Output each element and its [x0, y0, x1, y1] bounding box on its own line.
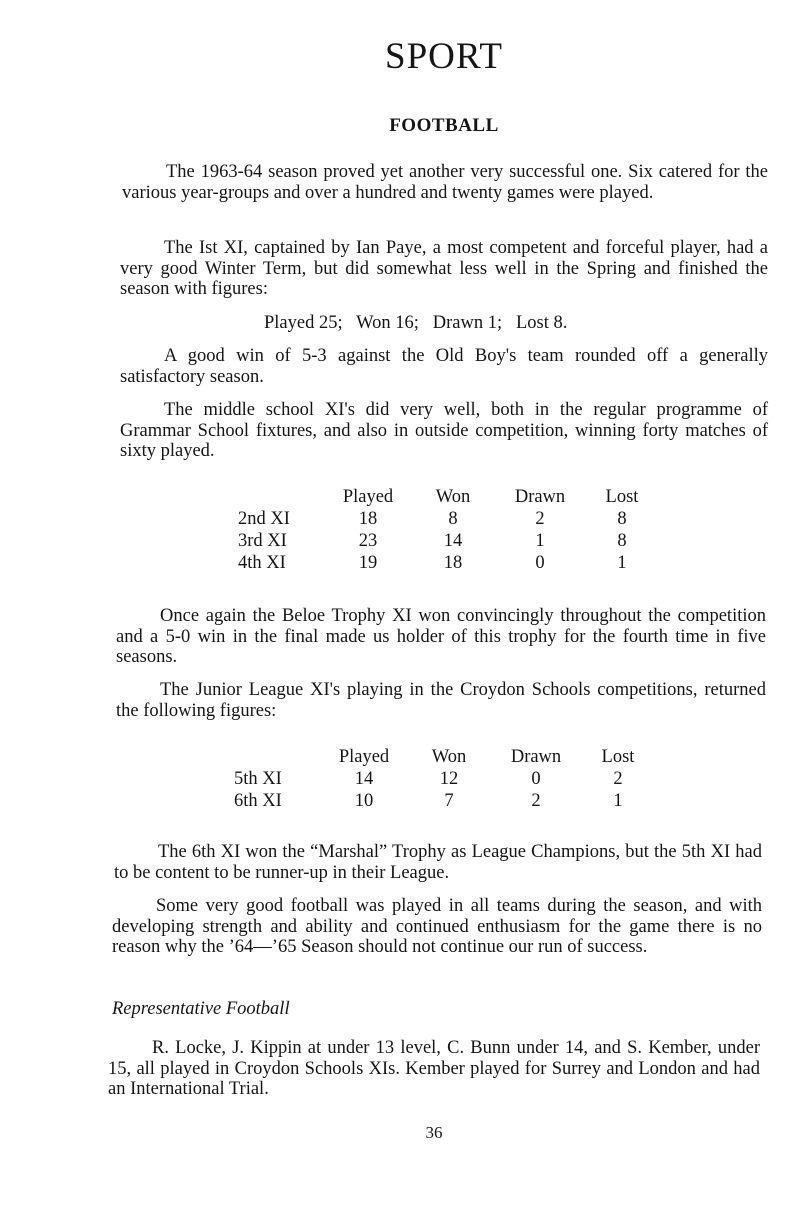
header-won: Won: [431, 747, 467, 767]
cell-lost: 1: [613, 791, 623, 811]
paragraph-old-boys: A good win of 5-3 against the Old Boy's team rounded off a generally satisfactory season.: [120, 346, 768, 387]
cell-drawn: 1: [535, 531, 545, 551]
header-spacer: [234, 746, 320, 768]
table-row: [238, 552, 658, 574]
row-team: 4th XI: [238, 553, 286, 573]
header-played: Played: [338, 747, 390, 767]
row-team: 5th XI: [234, 769, 282, 789]
header-drawn: Drawn: [514, 487, 566, 507]
cell-won: 8: [448, 509, 458, 529]
cell-won: 7: [444, 791, 454, 811]
cell-played: 14: [354, 769, 374, 789]
paragraph-middle-school: The middle school XI's did very well, both in the regular programme of Grammar School fixtures, and also in outside competition, winning forty matches of sixty played.: [120, 400, 768, 461]
middle-school-results-table: [238, 486, 658, 574]
cell-played: 23: [358, 531, 378, 551]
row-team: 6th XI: [234, 791, 282, 811]
section-title: FOOTBALL: [389, 115, 499, 136]
header-lost: Lost: [605, 487, 639, 507]
paragraph-marshal-trophy: The 6th XI won the “Marshal” Trophy as League Champions, but the 5th XI had to be content to be runner-up in their League.: [114, 842, 762, 883]
cell-drawn: 0: [531, 769, 541, 789]
cell-drawn: 0: [535, 553, 545, 573]
page-title: SPORT: [385, 36, 503, 77]
cell-won: 18: [443, 553, 463, 573]
header-played: Played: [342, 487, 394, 507]
header-won: Won: [435, 487, 471, 507]
header-spacer: [238, 486, 324, 508]
cell-lost: 1: [617, 553, 627, 573]
cell-played: 19: [358, 553, 378, 573]
header-drawn: Drawn: [510, 747, 562, 767]
table-row: [238, 508, 658, 530]
page-number: 36: [425, 1123, 443, 1142]
cell-played: 18: [358, 509, 378, 529]
junior-league-results-table: [234, 746, 654, 812]
cell-won: 12: [439, 769, 459, 789]
table-header-row: [234, 746, 654, 768]
cell-won: 14: [443, 531, 463, 551]
paragraph-junior-league: The Junior League XI's playing in the Croydon Schools competitions, returned the following figures:: [116, 680, 766, 721]
table-row: [234, 768, 654, 790]
paragraph-first-xi: The Ist XI, captained by Ian Paye, a most competent and forceful player, had a very good Winter Term, but did somewhat less well in the Spring and finished the season with figures:: [120, 238, 768, 299]
first-xi-record: Played 25; Won 16; Drawn 1; Lost 8.: [264, 313, 568, 333]
row-team: 3rd XI: [238, 531, 287, 551]
header-lost: Lost: [601, 747, 635, 767]
table-row: [238, 530, 658, 552]
cell-played: 10: [354, 791, 374, 811]
cell-lost: 2: [613, 769, 623, 789]
paragraph-season-outlook: Some very good football was played in all teams during the season, and with developing strength and ability and continued enthusiasm for the game there is no reason why the ’64—’65 Season should not continue our run of success.: [112, 896, 762, 957]
cell-lost: 8: [617, 509, 627, 529]
cell-lost: 8: [617, 531, 627, 551]
cell-drawn: 2: [535, 509, 545, 529]
paragraph-season-summary: The 1963-64 season proved yet another very successful one. Six catered for the various year-groups and over a hundred and twenty games were played.: [122, 162, 768, 203]
paragraph-representative-football: R. Locke, J. Kippin at under 13 level, C. Bunn under 14, and S. Kember, under 15, all played in Croydon Schools XIs. Kember played for Surrey and London and had an International Trial.: [108, 1038, 760, 1099]
table-row: [234, 790, 654, 812]
row-team: 2nd XI: [238, 509, 290, 529]
cell-drawn: 2: [531, 791, 541, 811]
table-header-row: [238, 486, 658, 508]
representative-football-heading: Representative Football: [112, 999, 290, 1019]
paragraph-beloe-trophy: Once again the Beloe Trophy XI won convincingly throughout the competition and a 5-0 win in the final made us holder of this trophy for the fourth time in five seasons.: [116, 606, 766, 667]
